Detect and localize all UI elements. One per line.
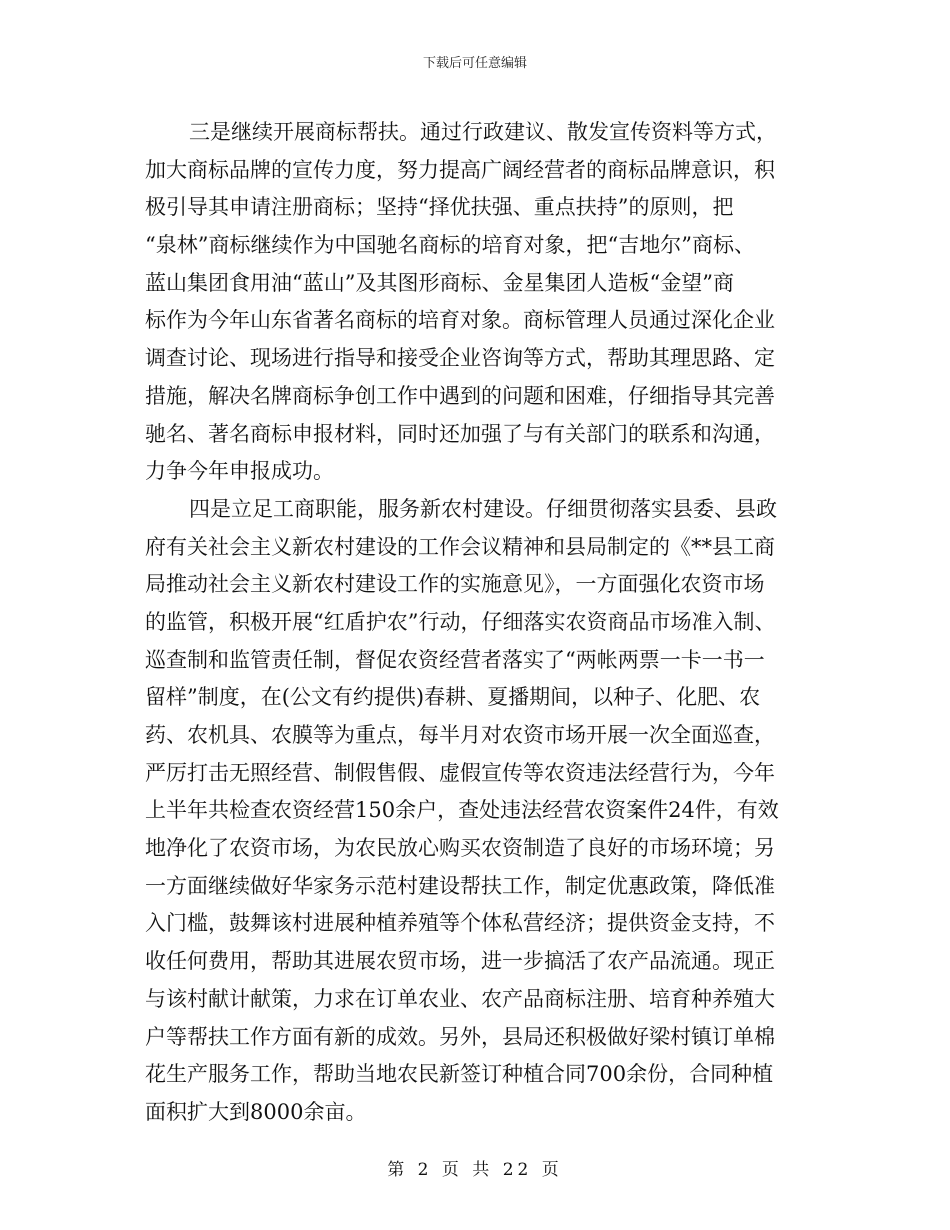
- p2-line-17: 面积扩大到8000余亩。: [145, 1099, 367, 1124]
- p2-line-2: 府有关社会主义新农村建设的工作会议精神和县局制定的《**县工商: [145, 534, 775, 559]
- p2-line-7: 药、农机具、农膜等为重点，每半月对农资市场开展一次全面巡查，: [145, 723, 775, 747]
- p2-line-12: 入门槛，鼓舞该村进展种植养殖等个体私营经济；提供资金支持，不: [145, 911, 775, 936]
- p2-line-10: 地净化了农资市场，为农民放心购买农资制造了良好的市场环境；另: [145, 836, 775, 861]
- p1-line-4: “泉林”商标继续作为中国驰名商标的培育对象，把“吉地尔”商标、: [145, 233, 755, 258]
- p2-line-1: 四是立足工商职能，服务新农村建设。仔细贯彻落实县委、县政: [189, 496, 777, 521]
- p1-line-8: 措施，解决名牌商标争创工作中遇到的问题和困难，仔细指导其完善: [145, 383, 775, 408]
- page-number-footer: 第 2 页 共 22 页: [387, 1160, 563, 1180]
- p2-line-6: 留样”制度，在(公文有约提供)春耕、夏播期间，以种子、化肥、农: [145, 685, 761, 710]
- p2-line-16: 花生产服务工作，帮助当地农民新签订种植合同700余份，合同种植: [145, 1062, 774, 1087]
- p2-line-9: 上半年共检查农资经营150余户，查处违法经营农资案件24件，有效: [145, 798, 779, 823]
- p2-line-8: 严厉打击无照经营、制假售假、虚假宣传等农资违法经营行为，今年: [145, 760, 775, 785]
- p1-line-9: 驰名、著名商标申报材料，同时还加强了与有关部门的联系和沟通，: [145, 421, 775, 446]
- p1-line-2: 加大商标品牌的宣传力度，努力提高广阔经营者的商标品牌意识，积: [145, 157, 775, 182]
- p2-line-13: 收任何费用，帮助其进展农贸市场，进一步搞活了农产品流通。现正: [145, 949, 775, 974]
- p1-line-6: 标作为今年山东省著名商标的培育对象。商标管理人员通过深化企业: [145, 308, 775, 333]
- p1-line-5: 蓝山集团食用油“蓝山”及其图形商标、金星集团人造板“金望”商: [145, 270, 734, 295]
- p2-line-14: 与该村献计献策，力求在订单农业、农产品商标注册、培育种养殖大: [145, 986, 775, 1011]
- p2-line-4: 的监管，积极开展“红盾护农”行动，仔细落实农资商品市场准入制、: [145, 609, 776, 634]
- p1-line-10: 力争今年申报成功。: [145, 459, 334, 484]
- body-text: [145, 114, 815, 1132]
- p1-line-3: 极引导其申请注册商标；坚持“择优扶强、重点扶持”的原则，把: [145, 195, 734, 220]
- p1-line-7: 调查讨论、现场进行指导和接受企业咨询等方式，帮助其理思路、定: [145, 346, 775, 371]
- p2-line-15: 户等帮扶工作方面有新的成效。另外，县局还积极做好梁村镇订单棉: [145, 1024, 775, 1049]
- p2-line-5: 巡查制和监管责任制，督促农资经营者落实了“两帐两票一卡一书一: [145, 647, 765, 672]
- p1-line-1: 三是继续开展商标帮扶。通过行政建议、散发宣传资料等方式，: [189, 120, 777, 144]
- p2-line-3: 局推动社会主义新农村建设工作的实施意见》，一方面强化农资市场: [145, 572, 765, 597]
- p2-line-11: 一方面继续做好华家务示范村建设帮扶工作，制定优惠政策，降低准: [145, 873, 775, 898]
- header-note: 下载后可任意编辑: [422, 56, 527, 71]
